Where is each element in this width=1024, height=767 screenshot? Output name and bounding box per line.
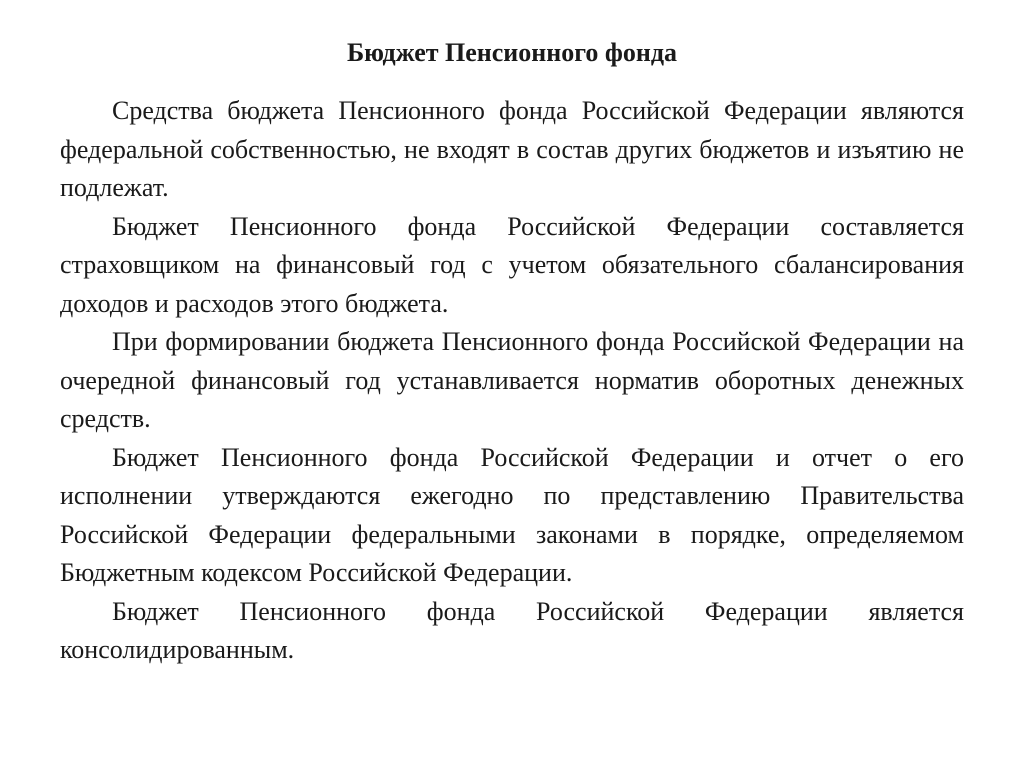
- paragraph-3: При формировании бюджета Пенсионного фонда Российской Федерации на очередной финансовый год устанавливается норматив оборотных денежных средств.: [60, 327, 964, 433]
- paragraph-4: Бюджет Пенсионного фонда Российской Федерации и отчет о его исполнении утверждаются ежегодно по представлению Правительства Российской Федерации федеральными законами в порядке, определяемом Бюджетным кодексом Российской Федерации.: [60, 442, 964, 587]
- paragraph-5: Бюджет Пенсионного фонда Российской Федерации является консолидированным.: [60, 596, 964, 664]
- paragraph-1: Средства бюджета Пенсионного фонда Российской Федерации являются федеральной собственностью, не входят в состав других бюджетов и изъятию не подлежат.: [60, 96, 964, 202]
- page-title: Бюджет Пенсионного фонда: [346, 38, 678, 67]
- paragraph-2: Бюджет Пенсионного фонда Российской Федерации составляется страховщиком на финансовый год с учетом обязательного сбалансирования доходов и расходов этого бюджета.: [60, 211, 964, 318]
